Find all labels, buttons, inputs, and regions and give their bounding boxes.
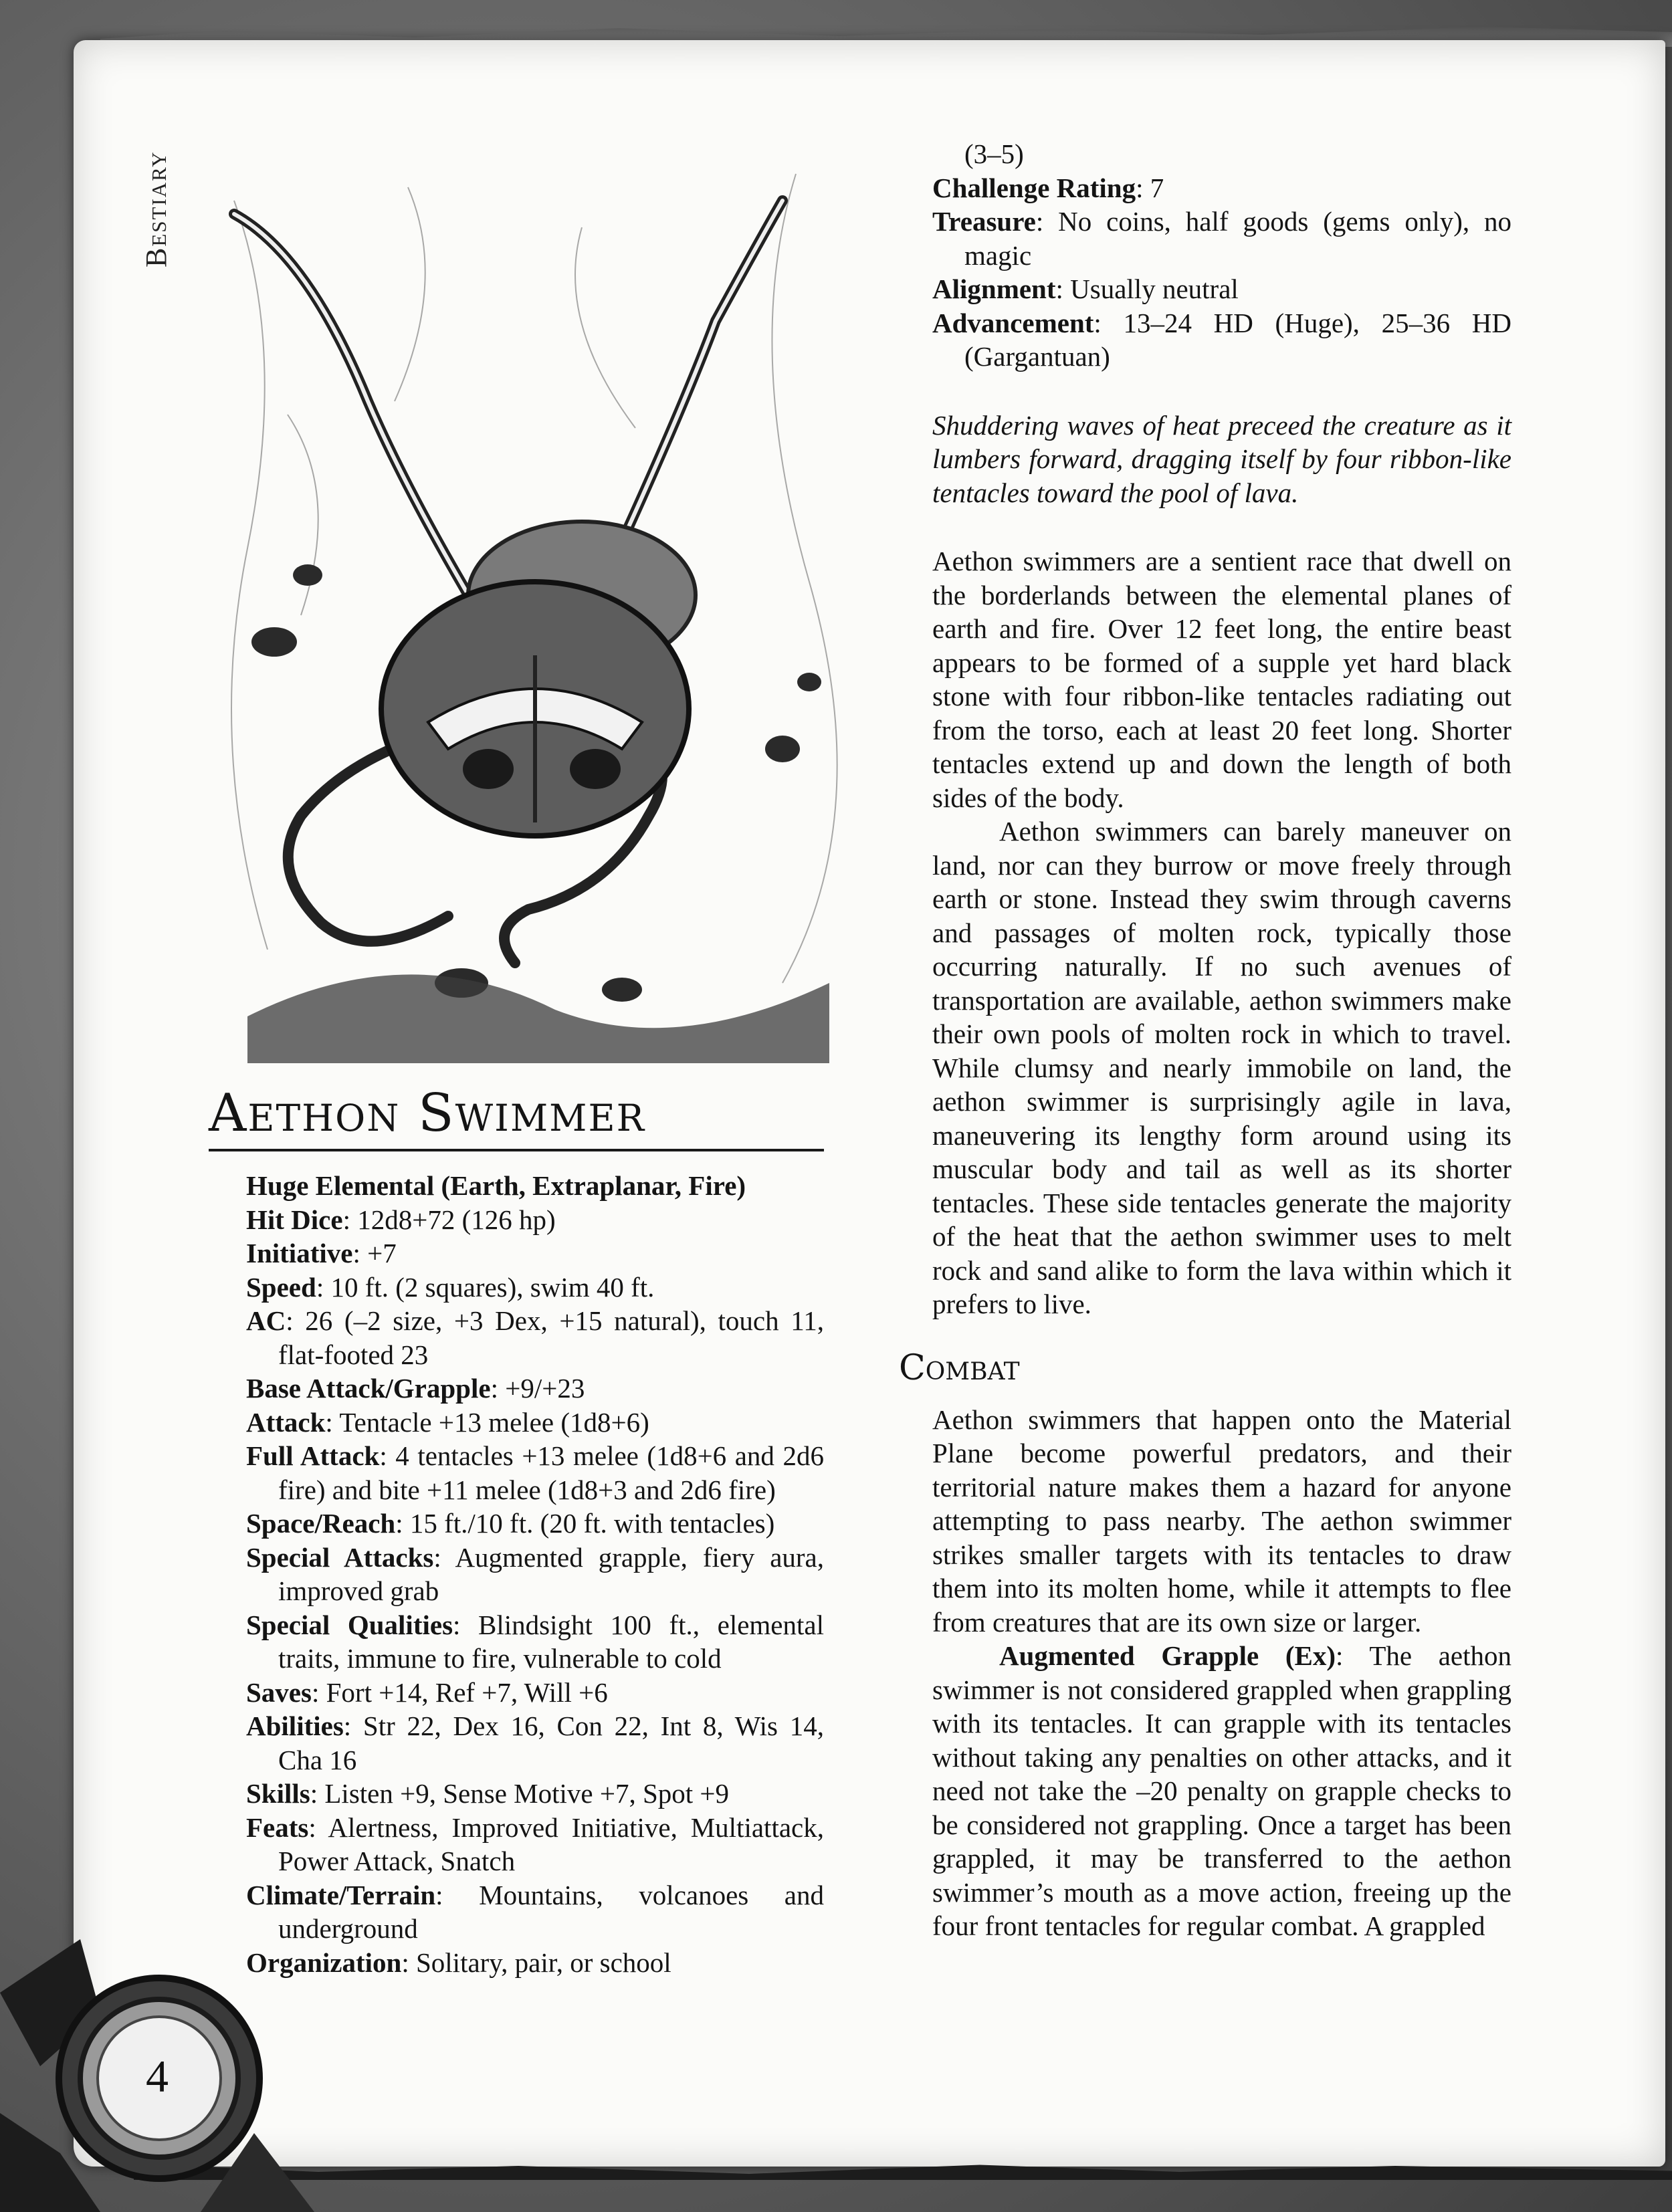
type-line: Huge Elemental (Earth, Extraplanar, Fire) bbox=[246, 1170, 746, 1201]
stat-value: +7 bbox=[367, 1238, 397, 1268]
stat-label: Challenge Rating bbox=[932, 172, 1136, 203]
stat-label: Initiative bbox=[246, 1238, 353, 1268]
stat-value: 7 bbox=[1150, 172, 1164, 203]
stat-label: Space/Reach bbox=[246, 1508, 396, 1539]
ability-title: Augmented Grapple (Ex) bbox=[999, 1640, 1336, 1671]
stat-value: No coins, half goods (gems only), no magic bbox=[964, 206, 1511, 271]
text-column-right bbox=[899, 137, 1512, 1943]
description-paragraph: Aethon swimmers can barely maneuver on land, nor can they burrow or move freely through earth or stone. Instead they swim through caverns and passages of molten rock, typically those occurring naturally. If no such avenues of transportation are available, aethon swimmers make their own pools of molten rock in which to travel. While clumsy and nearly immobile on land, the aethon swimmer is surprisingly agile in lava, maneuvering its lengthy form around using its muscular body and tail as well as its shorter tentacles. These side tentacles generate the majority of the heat that the aethon swimmer uses to melt rock and sand alike to form the lava within which it prefers to live. bbox=[932, 816, 1511, 1319]
stat-label: Special Qualities bbox=[246, 1609, 453, 1640]
flavor-text: Shuddering waves of heat preceed the creature as it lumbers forward, dragging itself by four ribbon-like tentacles toward the pool of lava. bbox=[932, 409, 1511, 508]
stat-label: Attack bbox=[246, 1406, 326, 1438]
stat-speed: Speed: 10 ft. (2 squares), swim 40 ft. bbox=[246, 1271, 655, 1303]
stat-label: Abilities bbox=[246, 1710, 344, 1741]
stat-value: 12d8+72 (126 hp) bbox=[357, 1204, 556, 1235]
stat-value: Usually neutral bbox=[1070, 273, 1239, 304]
stat-value: Fort +14, Ref +7, Will +6 bbox=[326, 1676, 608, 1708]
stat-value: Tentacle +13 melee (1d8+6) bbox=[339, 1406, 649, 1438]
section-heading-combat: Combat bbox=[899, 1347, 1020, 1388]
stat-label: Organization bbox=[246, 1947, 402, 1978]
stat-saves: Saves: Fort +14, Ref +7, Will +6 bbox=[246, 1676, 608, 1708]
stat-value: +9/+23 bbox=[505, 1373, 585, 1404]
stat-challenge-rating: Challenge Rating: 7 bbox=[932, 172, 1164, 203]
stat-special-attacks: Special Attacks: Augmented grapple, fiery aura, improved grab bbox=[246, 1541, 824, 1606]
stat-label: Base Attack/Grapple bbox=[246, 1373, 491, 1404]
stat-block-left bbox=[246, 1169, 824, 1979]
rubble-ground bbox=[247, 974, 829, 1063]
stat-full-attack: Full Attack: 4 tentacles +13 melee (1d8+6 and 2d6 fire) and bite +11 melee (1d8+3 and 2d6 fire) bbox=[246, 1440, 824, 1505]
stat-treasure: Treasure: No coins, half goods (gems only), no magic bbox=[932, 206, 1511, 271]
stat-alignment: Alignment: Usually neutral bbox=[932, 273, 1239, 304]
stat-label: Special Attacks bbox=[246, 1541, 434, 1573]
stat-advancement: Advancement: 13–24 HD (Huge), 25–36 HD (Gargantuan) bbox=[932, 307, 1511, 372]
description-paragraph: Aethon swimmers are a sentient race that dwell on the borderlands between the elemental planes of earth and fire. Over 12 feet long, the entire beast appears to be formed of a supple yet hard black stone with four ribbon-like tentacles radiating out from the torso, each at least 20 feet long. Shorter tentacles extend up and down the length of both sides of the body. bbox=[932, 546, 1511, 813]
stat-value: Augmented grapple, fiery aura, improved grab bbox=[278, 1541, 824, 1606]
stat-climate: Climate/Terrain: Mountains, volcanoes and underground bbox=[246, 1879, 824, 1944]
stat-label: Treasure bbox=[932, 206, 1036, 237]
running-head: Bestiary bbox=[140, 150, 173, 267]
stat-skills: Skills: Listen +9, Sense Motive +7, Spot +9 bbox=[246, 1778, 730, 1809]
stat-label: Speed bbox=[246, 1271, 316, 1303]
stat-value: Mountains, volcanoes and underground bbox=[278, 1879, 824, 1944]
stat-label: Alignment bbox=[932, 273, 1056, 304]
stat-organization: Organization: Solitary, pair, or school bbox=[246, 1947, 671, 1978]
combat-intro: Aethon swimmers that happen onto the Material Plane become powerful predators, and their territorial nature makes them a hazard for anyone attempting to pass nearby. The aethon swimmer strikes smaller targets with its tentacles to draw them into its molten home, while it attempts to flee from creatures that are its own size or larger. bbox=[932, 1404, 1511, 1638]
stat-label: Advancement bbox=[932, 307, 1094, 338]
stat-value: 10 ft. (2 squares), swim 40 ft. bbox=[330, 1271, 655, 1303]
augmented-grapple-paragraph: Augmented Grapple (Ex): The aethon swimmer is not considered grappled when grappling with its tentacles. It can grapple with its tentacles without taking any penalties on other attacks, and it need not take the –20 penalty on grapple checks to be considered not grappling. Once a target has been grappled, it may be transferred to the aethon swimmer’s mouth as a move action, freeing up the four front tentacles for regular combat. A grappled bbox=[932, 1640, 1512, 1941]
creature-title: Aethon Swimmer bbox=[209, 1083, 824, 1151]
stat-value: Str 22, Dex 16, Con 22, Int 8, Wis 14, Cha 16 bbox=[278, 1710, 824, 1775]
organization-continued: (3–5) bbox=[964, 138, 1024, 169]
stat-special-qualities: Special Qualities: Blindsight 100 ft., elemental traits, immune to fire, vulnerable to cold bbox=[246, 1609, 824, 1674]
stat-value: Alertness, Improved Initiative, Multiattack, Power Attack, Snatch bbox=[278, 1811, 824, 1876]
stat-value: 13–24 HD (Huge), 25–36 HD (Gargantuan) bbox=[964, 307, 1511, 372]
stat-value: Blindsight 100 ft., elemental traits, immune to fire, vulnerable to cold bbox=[278, 1609, 824, 1674]
stat-label: Full Attack bbox=[246, 1440, 380, 1471]
stat-label: Skills bbox=[246, 1778, 310, 1809]
stat-feats: Feats: Alertness, Improved Initiative, Multiattack, Power Attack, Snatch bbox=[246, 1811, 824, 1876]
stat-hit-dice: Hit Dice: 12d8+72 (126 hp) bbox=[246, 1204, 556, 1235]
stat-attack: Attack: Tentacle +13 melee (1d8+6) bbox=[246, 1406, 649, 1438]
stat-ac: AC: 26 (–2 size, +3 Dex, +15 natural), touch 11, flat-footed 23 bbox=[246, 1305, 824, 1370]
stat-value: Listen +9, Sense Motive +7, Spot +9 bbox=[324, 1778, 730, 1809]
creature-eye-left bbox=[463, 749, 514, 789]
stat-base-attack: Base Attack/Grapple: +9/+23 bbox=[246, 1373, 585, 1404]
creature-eye-right bbox=[570, 749, 621, 789]
page-number: 4 bbox=[146, 2050, 169, 2102]
creature-illustration bbox=[207, 147, 849, 1063]
stat-label: Hit Dice bbox=[246, 1204, 343, 1235]
stat-label: Feats bbox=[246, 1811, 309, 1843]
stat-value: 26 (–2 size, +3 Dex, +15 natural), touch 11, flat-footed 23 bbox=[278, 1305, 824, 1370]
stat-label: Saves bbox=[246, 1676, 312, 1708]
stat-value: Solitary, pair, or school bbox=[415, 1947, 671, 1978]
stat-value: 4 tentacles +13 melee (1d8+6 and 2d6 fire) and bite +11 melee (1d8+3 and 2d6 fire) bbox=[278, 1440, 824, 1505]
stat-label: Climate/Terrain bbox=[246, 1879, 436, 1910]
stat-label: AC bbox=[246, 1305, 286, 1336]
ability-text: The aethon swimmer is not considered grappled when grappling with its tentacles. It can grapple with its tentacles without taking any penalties on other attacks, and it need not take the –20 penalty on grapple checks to be considered not grappling. Once a target has been grappled, it may be transferred to the aethon swimmer’s mouth as a move action, freeing up the four front tentacles for regular combat. A grappled bbox=[932, 1640, 1512, 1941]
stat-initiative: Initiative: +7 bbox=[246, 1238, 397, 1268]
stat-abilities: Abilities: Str 22, Dex 16, Con 22, Int 8, Wis 14, Cha 16 bbox=[246, 1710, 824, 1775]
stat-space-reach: Space/Reach: 15 ft./10 ft. (20 ft. with tentacles) bbox=[246, 1508, 775, 1539]
stat-value: 15 ft./10 ft. (20 ft. with tentacles) bbox=[409, 1508, 775, 1539]
